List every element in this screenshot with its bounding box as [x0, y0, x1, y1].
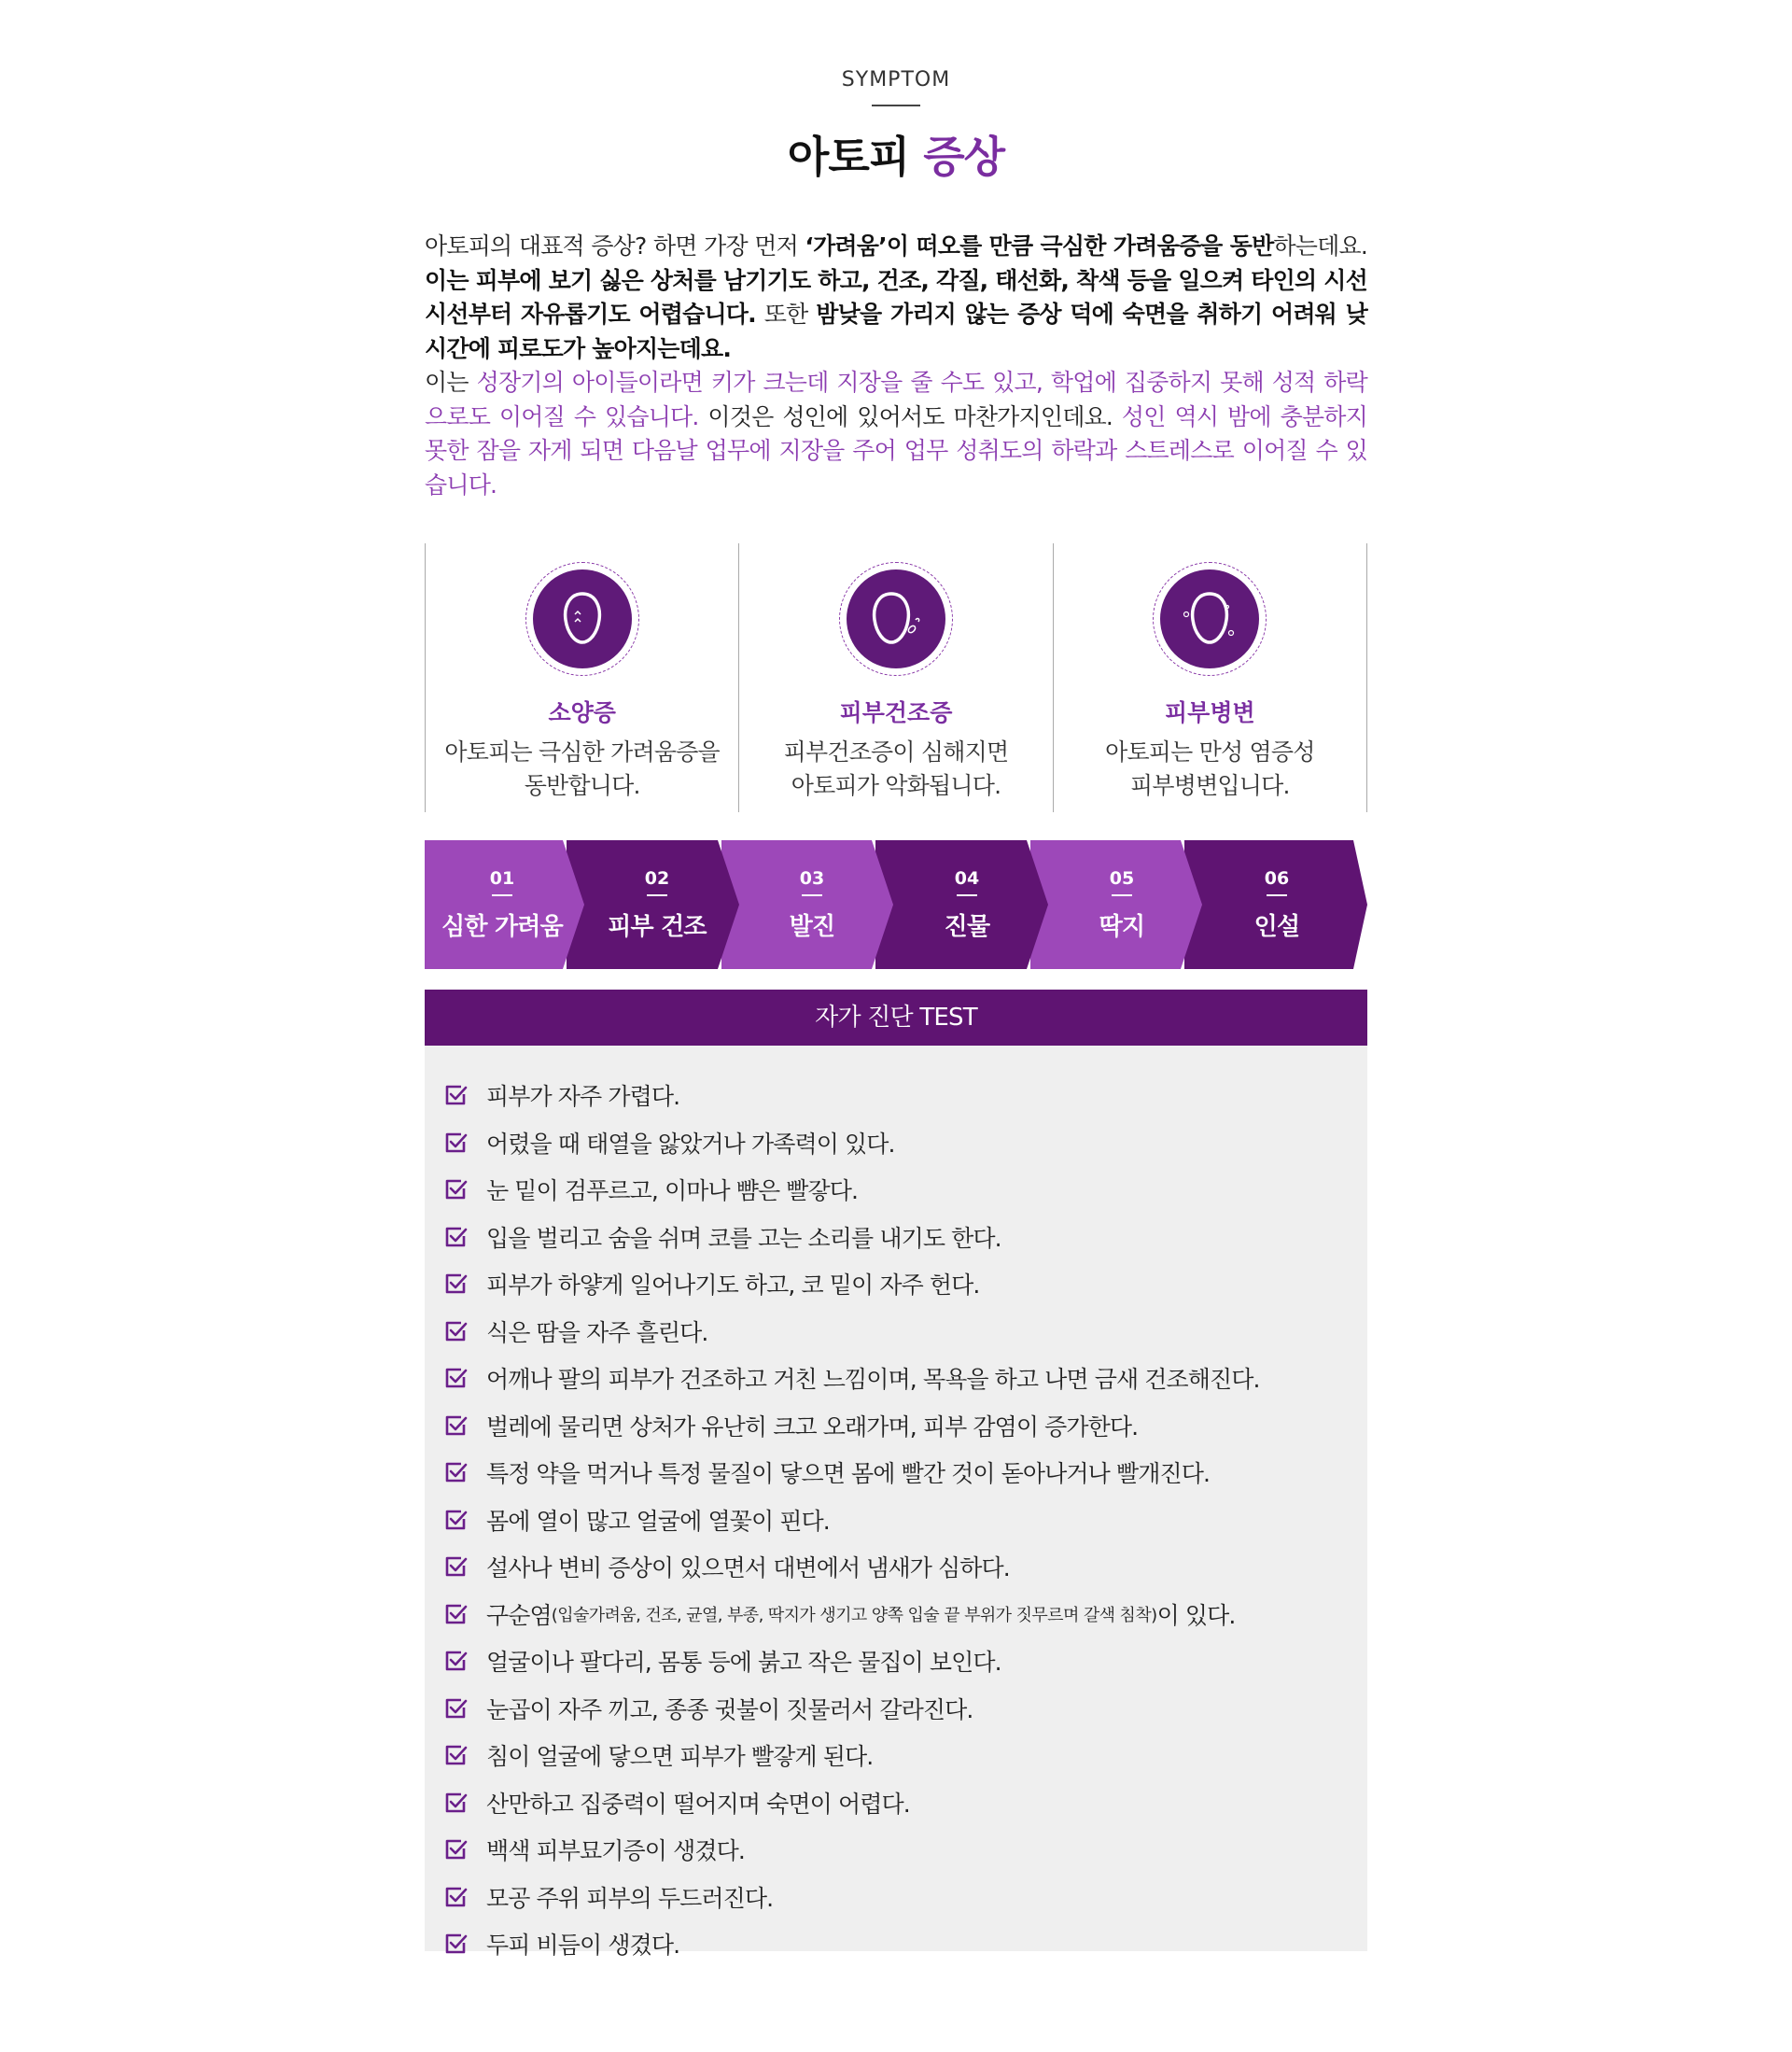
checkbox-checked-icon	[443, 1272, 468, 1296]
step-name: 심한 가려움	[441, 913, 563, 941]
checkbox-checked-icon	[443, 1508, 468, 1532]
intro-p1-b: ‘가려움’이 떠오를 만큼 극심한 가려움증을 동반	[805, 232, 1274, 260]
step-name: 딱지	[1099, 913, 1145, 941]
symptom-section	[425, 0, 1367, 1960]
card-desc	[739, 736, 1052, 803]
intro-text	[425, 230, 1367, 502]
intro-p1-e: 또한	[755, 301, 817, 328]
intro-p1-a: 아토피의 대표적 증상? 하면 가장 먼저	[425, 232, 805, 260]
checklist-item	[425, 1779, 1367, 1827]
checklist-item	[425, 1308, 1367, 1356]
card-desc-line1: 피부건조증이 심해지면	[783, 738, 1009, 766]
intro-p2-c: 이것은 성인에 있어서도 마찬가지인데요.	[698, 402, 1122, 430]
checkbox-checked-icon	[443, 1177, 468, 1202]
step-1	[425, 840, 580, 969]
checklist-text: 구순염	[486, 1601, 552, 1629]
checklist-item	[425, 1874, 1367, 1921]
card-desc-line1: 아토피는 극심한 가려움증을	[444, 738, 720, 766]
checklist-item	[425, 1119, 1367, 1167]
checklist-item	[425, 1166, 1367, 1214]
checklist-text: 피부가 하얗게 일어나기도 하고, 코 밑이 자주 헌다.	[486, 1272, 980, 1300]
checklist-text: 어렸을 때 태열을 앓았거나 가족력이 있다.	[486, 1130, 895, 1158]
intro-p1-d: 이는 피부에 보기 싫은 상처를 남기기도 하고, 건조, 각질, 태선화, 착색 등을 일으켜 타인의 시선시선부터 자유롭기도 어렵습니다.	[425, 266, 1367, 328]
checkbox-checked-icon	[443, 1932, 468, 1956]
card-desc-line2: 동반합니다.	[524, 772, 640, 799]
checkbox-checked-icon	[443, 1319, 468, 1343]
step-6	[1199, 840, 1354, 969]
card-desc	[1054, 736, 1366, 803]
card-desc-line2: 피부병변입니다.	[1130, 772, 1290, 799]
self-test-header: 자가 진단 TEST	[425, 990, 1367, 1046]
checklist-item	[425, 1732, 1367, 1779]
icon-ring	[1153, 562, 1267, 676]
checkbox-checked-icon	[443, 1649, 468, 1673]
checklist-item	[425, 1449, 1367, 1497]
symptom-card	[739, 543, 1053, 812]
checklist-item	[425, 1355, 1367, 1402]
checklist-item	[425, 1072, 1367, 1119]
checkbox-checked-icon	[443, 1131, 468, 1155]
checklist-tail: 이 있다.	[1156, 1601, 1236, 1629]
card-desc	[426, 736, 738, 803]
dry-face-icon	[847, 569, 945, 668]
checkbox-checked-icon	[443, 1554, 468, 1579]
checklist-text: 벌레에 물리면 상처가 유난히 크고 오래가며, 피부 감염이 증가한다.	[486, 1413, 1139, 1441]
symptom-card	[426, 543, 739, 812]
icon-ring	[525, 562, 639, 676]
step-name: 진물	[944, 913, 990, 941]
checkbox-checked-icon	[443, 1366, 468, 1390]
intro-p1-f: 밤낮을 가리지 않는 증상 덕에 숙면을 취하기 어려워 낮 시간에 피로도가 높아지는데요.	[425, 301, 1367, 362]
step-divider	[1112, 894, 1132, 896]
checkbox-checked-icon	[443, 1413, 468, 1438]
title-accent: 증상	[923, 132, 1005, 182]
step-divider	[492, 894, 512, 896]
symptom-card	[1054, 543, 1367, 812]
checklist-item	[425, 1637, 1367, 1685]
step-name: 인설	[1253, 913, 1300, 941]
checklist-item	[425, 1497, 1367, 1544]
step-number: 05	[1109, 868, 1135, 889]
checklist-text: 설사나 변비 증상이 있으면서 대변에서 냄새가 심하다.	[486, 1554, 1010, 1582]
card-title: 소양증	[548, 699, 616, 726]
symptom-cards	[425, 543, 1367, 812]
checkbox-checked-icon	[443, 1743, 468, 1767]
checkbox-checked-icon	[443, 1602, 468, 1626]
step-3	[735, 840, 889, 969]
checklist-item	[425, 1685, 1367, 1733]
checklist-item	[425, 1214, 1367, 1261]
checkbox-checked-icon	[443, 1225, 468, 1249]
checklist-item	[425, 1920, 1367, 1968]
checklist-text: 몸에 열이 많고 얼굴에 열꽃이 핀다.	[486, 1507, 830, 1535]
card-desc-line1: 아토피는 만성 염증성	[1105, 738, 1315, 766]
checklist-note: (입술가려움, 건조, 균열, 부종, 딱지가 생기고 양쪽 입술 끝 부위가 짓무르며 갈색 침착)	[551, 1605, 1157, 1625]
checkbox-checked-icon	[443, 1837, 468, 1862]
step-number: 06	[1264, 868, 1290, 889]
intro-p2-b: 성장기의 아이들이라면 키가 크는데 지장을 줄 수도 있고, 학업에 집중하지 못해 성적 하락으로도 이어질 수 있습니다.	[425, 369, 1367, 430]
checklist-item	[425, 1591, 1367, 1638]
step-5	[1044, 840, 1199, 969]
intro-p2-d: 성인 역시 밤에 충분하지 못한 잠을 자게 되면 다음날 업무에 지장을 주어 업무 성취도의 하락과 스트레스로 이어질 수 있습니다.	[425, 402, 1367, 499]
checklist-item	[425, 1543, 1367, 1591]
checklist-text: 두피 비듬이 생겼다.	[486, 1932, 680, 1960]
title-main: 아토피	[787, 132, 910, 182]
card-title: 피부병변	[1165, 699, 1255, 726]
step-divider	[957, 894, 977, 896]
checklist-text: 산만하고 집중력이 떨어지며 숙면이 어렵다.	[486, 1790, 910, 1818]
lesion-face-icon	[1160, 569, 1259, 668]
checkbox-checked-icon	[443, 1083, 468, 1107]
checklist-text: 입을 벌리고 숨을 쉬며 코를 고는 소리를 내기도 한다.	[486, 1224, 1001, 1252]
checkbox-checked-icon	[443, 1791, 468, 1815]
step-divider	[647, 894, 667, 896]
card-desc-line2: 아토피가 악화됩니다.	[791, 772, 1001, 799]
step-number: 03	[799, 868, 825, 889]
intro-p1-c: 하는데요.	[1273, 232, 1367, 260]
checklist-item	[425, 1826, 1367, 1874]
step-number: 02	[644, 868, 670, 889]
step-divider	[802, 894, 822, 896]
checklist-item	[425, 1260, 1367, 1308]
progression-steps	[425, 840, 1367, 969]
checkbox-checked-icon	[443, 1460, 468, 1484]
page-title	[425, 123, 1367, 185]
checklist-text: 식은 땀을 자주 흘린다.	[486, 1318, 708, 1346]
checklist-text: 눈 밑이 검푸르고, 이마나 뺨은 빨갛다.	[486, 1177, 859, 1205]
checklist-text: 피부가 자주 가렵다.	[486, 1083, 680, 1111]
checklist-text: 어깨나 팔의 피부가 건조하고 거친 느낌이며, 목욕을 하고 나면 금새 건조해진다.	[486, 1366, 1260, 1394]
itch-face-icon	[533, 569, 632, 668]
checkbox-checked-icon	[443, 1696, 468, 1721]
checklist-text: 침이 얼굴에 닿으면 피부가 빨갛게 된다.	[486, 1743, 874, 1771]
checklist-text: 눈곱이 자주 끼고, 종종 귓불이 짓물러서 갈라진다.	[486, 1695, 973, 1723]
checklist-text: 모공 주위 피부의 두드러진다.	[486, 1884, 774, 1912]
section-eyebrow: SYMPTOM	[841, 68, 951, 91]
checklist-text: 특정 약을 먹거나 특정 물질이 닿으면 몸에 빨간 것이 돋아나거나 빨개진다.	[486, 1460, 1211, 1488]
step-number: 04	[954, 868, 980, 889]
checklist-item	[425, 1402, 1367, 1450]
step-2	[580, 840, 735, 969]
step-divider	[1267, 894, 1287, 896]
checklist-text: 얼굴이나 팔다리, 몸통 등에 붉고 작은 물집이 보인다.	[486, 1649, 1001, 1677]
checklist-text: 백색 피부묘기증이 생겼다.	[486, 1837, 745, 1865]
icon-ring	[839, 562, 953, 676]
intro-p2-a: 이는	[425, 369, 477, 396]
step-number: 01	[489, 868, 515, 889]
checkbox-checked-icon	[443, 1885, 468, 1909]
step-name: 피부 건조	[608, 913, 707, 941]
card-title: 피부건조증	[839, 699, 953, 726]
eyebrow-divider	[872, 105, 920, 106]
step-name: 발진	[789, 913, 835, 941]
self-test-list	[425, 1046, 1367, 1960]
step-4	[889, 840, 1044, 969]
